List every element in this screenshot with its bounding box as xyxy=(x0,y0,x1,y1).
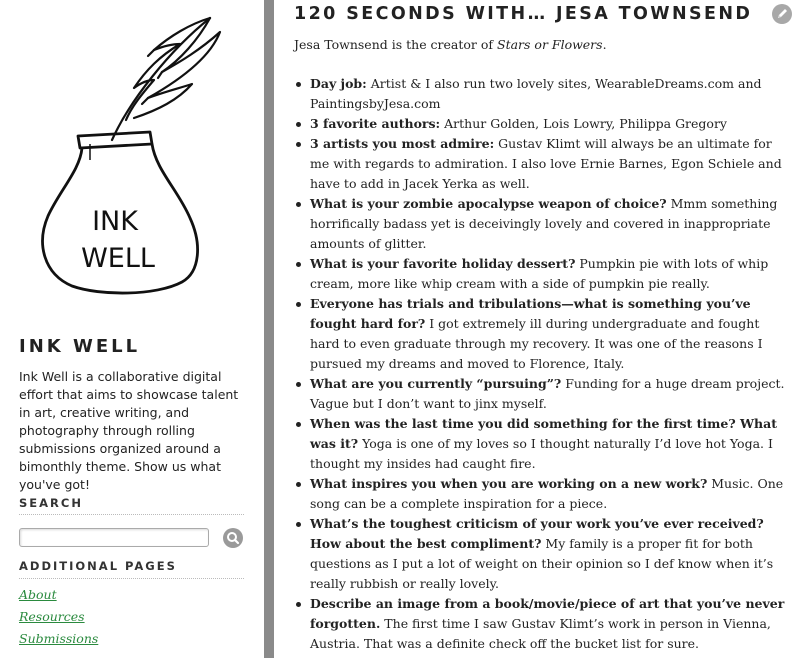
qa-question: Everyone has trials and tribulations—what is something you’ve fought hard for? xyxy=(310,296,751,331)
qa-question: 3 artists you most admire: xyxy=(310,136,495,151)
qa-question: What is your zombie apocalypse weapon of choice? xyxy=(310,196,667,211)
qa-question: When was the last time you did something for the first time? What was it? xyxy=(310,416,777,451)
qa-list xyxy=(294,74,794,654)
page-link-submissions[interactable]: Submissions xyxy=(19,631,99,646)
qa-answer: Artist & I also run two lovely sites, WearableDreams.com and PaintingsbyJesa.com xyxy=(310,76,762,111)
search-divider xyxy=(19,514,244,515)
page-link-about[interactable]: About xyxy=(19,587,57,602)
qa-answer: Pumpkin pie with lots of whip cream, more like whip cream with a side of pumpkin pie really. xyxy=(310,256,769,291)
qa-item-authors xyxy=(294,114,794,134)
qa-answer: I got extremely ill during undergraduate and fought hard to even graduate through my recovery. It was one of the reasons I pursued my dreams and moved to Florence, Italy. xyxy=(310,316,763,371)
qa-question: Day job: xyxy=(310,76,367,91)
pages-divider xyxy=(19,578,244,579)
sidebar xyxy=(0,0,264,658)
qa-item-day-job xyxy=(294,74,794,114)
intro-suffix: . xyxy=(602,37,607,52)
page-link-resources[interactable]: Resources xyxy=(19,609,85,624)
ink-well-logo xyxy=(30,10,230,310)
qa-item-dessert xyxy=(294,254,794,294)
site-title[interactable]: INK WELL xyxy=(19,336,141,357)
logo-text-ink: INK xyxy=(92,206,138,237)
qa-item-zombie xyxy=(294,194,794,254)
intro-prefix: Jesa Townsend is the creator of xyxy=(294,37,498,52)
pencil-icon xyxy=(772,4,792,24)
pages-widget-title: ADDITIONAL PAGES xyxy=(19,559,177,573)
qa-answer: Music. One song can be a complete inspiration for a piece. xyxy=(310,476,784,511)
qa-answer: Mmm something horrifically badass yet is deceivingly lovely and covered in inappropriate amounts of glitter. xyxy=(310,196,778,251)
search-input[interactable] xyxy=(19,528,209,547)
post-content xyxy=(274,0,805,658)
page-item-submissions xyxy=(19,630,98,652)
intro-book-title: Stars or Flowers xyxy=(497,37,603,52)
page-item-about xyxy=(19,586,98,608)
qa-item-criticism xyxy=(294,514,794,594)
qa-item-inspires xyxy=(294,474,794,514)
qa-question: What’s the toughest criticism of your work you’ve ever received? How about the best compliment? xyxy=(310,516,764,551)
search-button[interactable] xyxy=(223,528,243,548)
qa-answer: Gustav Klimt will always be an ultimate for me with regards to admiration. I also love Ernie Barnes, Egon Schiele and have to add in Jacek Yerka as well. xyxy=(310,136,782,191)
qa-question: What is your favorite holiday dessert? xyxy=(310,256,576,271)
qa-answer: Arthur Golden, Lois Lowry, Philippa Gregory xyxy=(440,116,727,131)
edit-post-button[interactable] xyxy=(772,4,792,24)
qa-question: 3 favorite authors: xyxy=(310,116,441,131)
quill-feather-icon xyxy=(112,18,220,140)
qa-question: What are you currently “pursuing”? xyxy=(310,376,562,391)
sidebar-divider xyxy=(264,0,274,658)
site-description: Ink Well is a collaborative digital effort that aims to showcase talent in art, creative writing, and photography through rolling submissions organized around a bimonthly theme. Show us what you've got! xyxy=(19,369,239,492)
search-icon xyxy=(223,528,243,548)
qa-answer: Yoga is one of my loves so I thought naturally I’d love hot Yoga. I thought my insides had caught fire. xyxy=(310,436,773,471)
qa-item-first-time xyxy=(294,414,794,474)
qa-item-pursuing xyxy=(294,374,794,414)
page-item-resources xyxy=(19,608,98,630)
post-intro xyxy=(294,35,794,55)
qa-answer: Funding for a huge dream project. Vague but I don’t want to jinx myself. xyxy=(310,376,785,411)
qa-answer: My family is a proper fit for both questions as I put a lot of weight on their opinion so I def know when it’s really rubbish or really lovely. xyxy=(310,536,774,591)
qa-item-artists xyxy=(294,134,794,194)
qa-item-trials xyxy=(294,294,794,374)
logo-text-well: WELL xyxy=(81,243,155,274)
additional-pages-list xyxy=(19,586,98,652)
search-widget-title: SEARCH xyxy=(19,496,83,510)
post-title[interactable]: 120 SECONDS WITH… JESA TOWNSEND xyxy=(294,4,753,24)
qa-question: What inspires you when you are working on a new work? xyxy=(310,476,708,491)
qa-item-image xyxy=(294,594,794,654)
qa-answer: The first time I saw Gustav Klimt’s work in person in Vienna, Austria. That was a definite check off the bucket list for sure. xyxy=(310,616,771,651)
qa-question: Describe an image from a book/movie/piece of art that you’ve never forgotten. xyxy=(310,596,785,631)
